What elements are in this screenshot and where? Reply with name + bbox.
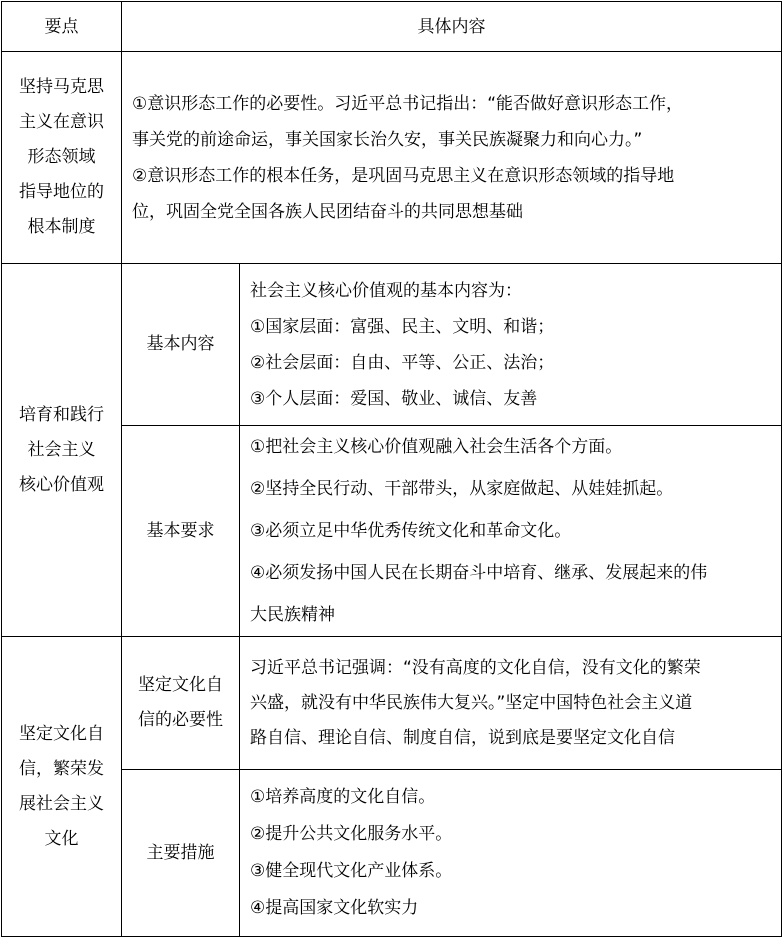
header-row (2, 2, 782, 52)
knowledge-table (1, 1, 782, 937)
section2-basic-content-row (2, 264, 782, 426)
section3-title: 坚定文化自 信，繁荣发 展社会主义 文化 (2, 637, 122, 937)
section2-title: 培育和践行 社会主义 核心价值观 (2, 264, 122, 637)
section3-necessity-row (2, 637, 782, 770)
section2-sub1-content: 社会主义核心价值观的基本内容为： ①国家层面：富强、民主、文明、和谐； ②社会层面：自由、平等、公正、法治； ③个人层面：爱国、敬业、诚信、友善 (240, 264, 782, 426)
section3-sub1-content: 习近平总书记强调：“没有高度的文化自信，没有文化的繁荣 兴盛，就没有中华民族伟大复兴。”坚定中国特色社会主义道 路自信、理论自信、制度自信，说到底是要坚定文化自信 (240, 637, 782, 770)
section3-sub2-content: ①培养高度的文化自信。 ②提升公共文化服务水平。 ③健全现代文化产业体系。 ④提高国家文化软实力 (240, 770, 782, 937)
section3-sub2-label: 主要措施 (122, 770, 240, 937)
section2-sub2-content: ①把社会主义核心价值观融入社会生活各个方面。 ②坚持全民行动、干部带头，从家庭做起、从娃娃抓起。 ③必须立足中华优秀传统文化和革命文化。 ④必须发扬中国人民在长期奋斗中培育、继承、发展起来的伟 大民族精神 (240, 426, 782, 637)
section1-row (2, 52, 782, 264)
header-details: 具体内容 (122, 2, 782, 52)
section3-sub1-label: 坚定文化自 信的必要性 (122, 637, 240, 770)
section1-title: 坚持马克思 主义在意识 形态领域 指导地位的 根本制度 (2, 52, 122, 264)
section1-content: ①意识形态工作的必要性。习近平总书记指出：“能否做好意识形态工作， 事关党的前途命运，事关国家长治久安，事关民族凝聚力和向心力。” ②意识形态工作的根本任务，是巩固马克思主义在意识形态领域的指导地 位，巩固全党全国各族人民团结奋斗的共同思想基础 (122, 52, 782, 264)
section2-sub1-label: 基本内容 (122, 264, 240, 426)
section2-sub2-label: 基本要求 (122, 426, 240, 637)
header-key-points: 要点 (2, 2, 122, 52)
